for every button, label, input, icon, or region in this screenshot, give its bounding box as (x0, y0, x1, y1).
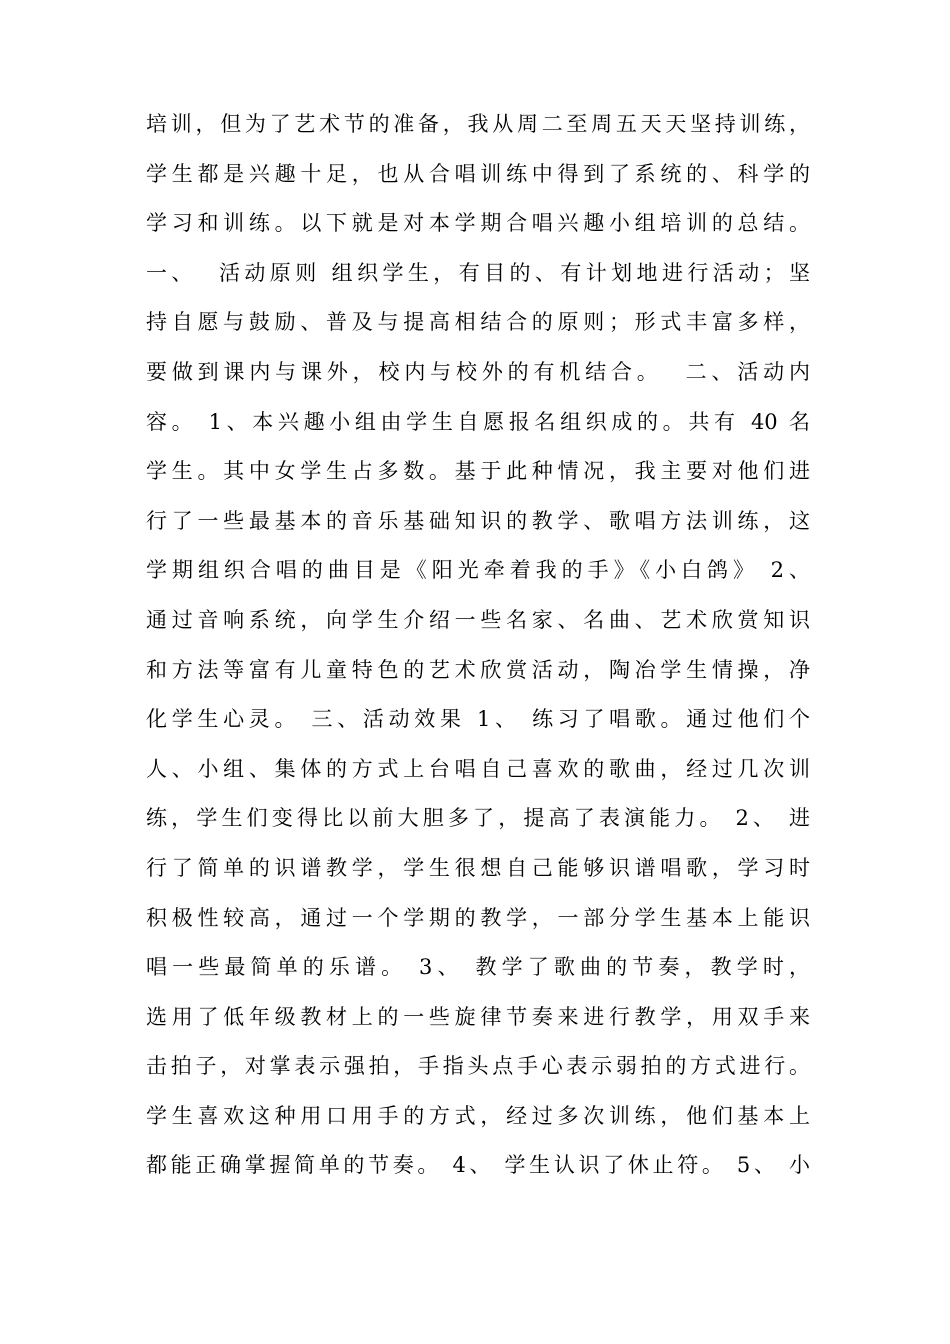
text-line-4: 一、 活动原则 组织学生，有目的、有计划地进行活动；坚 (146, 260, 810, 285)
text-line-7: 容。 1、本兴趣小组由学生自愿报名组织成的。共有 40 名 (146, 409, 810, 434)
text-line-21: 学生喜欢这种用口用手的方式，经过多次训练，他们基本上 (146, 1103, 810, 1128)
text-line-8: 学生。其中女学生占多数。基于此种情况，我主要对他们进 (146, 459, 810, 484)
text-line-18: 唱一些最简单的乐谱。 3、 教学了歌曲的节奏，教学时， (146, 955, 810, 980)
text-line-20: 击拍子，对掌表示强拍，手指头点手心表示弱拍的方式进行。 (146, 1054, 810, 1079)
text-line-17: 积极性较高，通过一个学期的教学，一部分学生基本上能识 (146, 905, 810, 930)
text-line-10: 学期组织合唱的曲目是《阳光牵着我的手》《小白鸽》 2、 (146, 558, 810, 583)
text-line-22: 都能正确掌握简单的节奏。 4、 学生认识了休止符。 5、 小 (146, 1153, 810, 1178)
text-line-15: 练，学生们变得比以前大胆多了，提高了表演能力。 2、 进 (146, 806, 810, 831)
text-line-9: 行了一些最基本的音乐基础知识的教学、歌唱方法训练，这 (146, 508, 810, 533)
text-line-3: 学习和训练。以下就是对本学期合唱兴趣小组培训的总结。 (146, 211, 810, 236)
text-line-14: 人、小组、集体的方式上台唱自己喜欢的歌曲，经过几次训 (146, 756, 810, 781)
text-line-12: 和方法等富有儿童特色的艺术欣赏活动，陶冶学生情操，净 (146, 657, 810, 682)
text-line-2: 学生都是兴趣十足，也从合唱训练中得到了系统的、科学的 (146, 161, 810, 186)
text-line-13: 化学生心灵。 三、活动效果 1、 练习了唱歌。通过他们个 (146, 707, 810, 732)
text-line-6: 要做到课内与课外，校内与校外的有机结合。 二、活动内 (146, 359, 810, 384)
text-line-1: 培训，但为了艺术节的准备，我从周二至周五天天坚持训练， (146, 112, 810, 136)
text-line-11: 通过音响系统，向学生介绍一些名家、名曲、艺术欣赏知识 (146, 607, 810, 632)
text-line-16: 行了简单的识谱教学，学生很想自己能够识谱唱歌，学习时 (146, 855, 810, 880)
body-text (146, 100, 810, 1191)
text-line-19: 选用了低年级教材上的一些旋律节奏来进行教学，用双手来 (146, 1004, 810, 1029)
text-line-5: 持自愿与鼓励、普及与提高相结合的原则；形式丰富多样， (146, 310, 810, 335)
